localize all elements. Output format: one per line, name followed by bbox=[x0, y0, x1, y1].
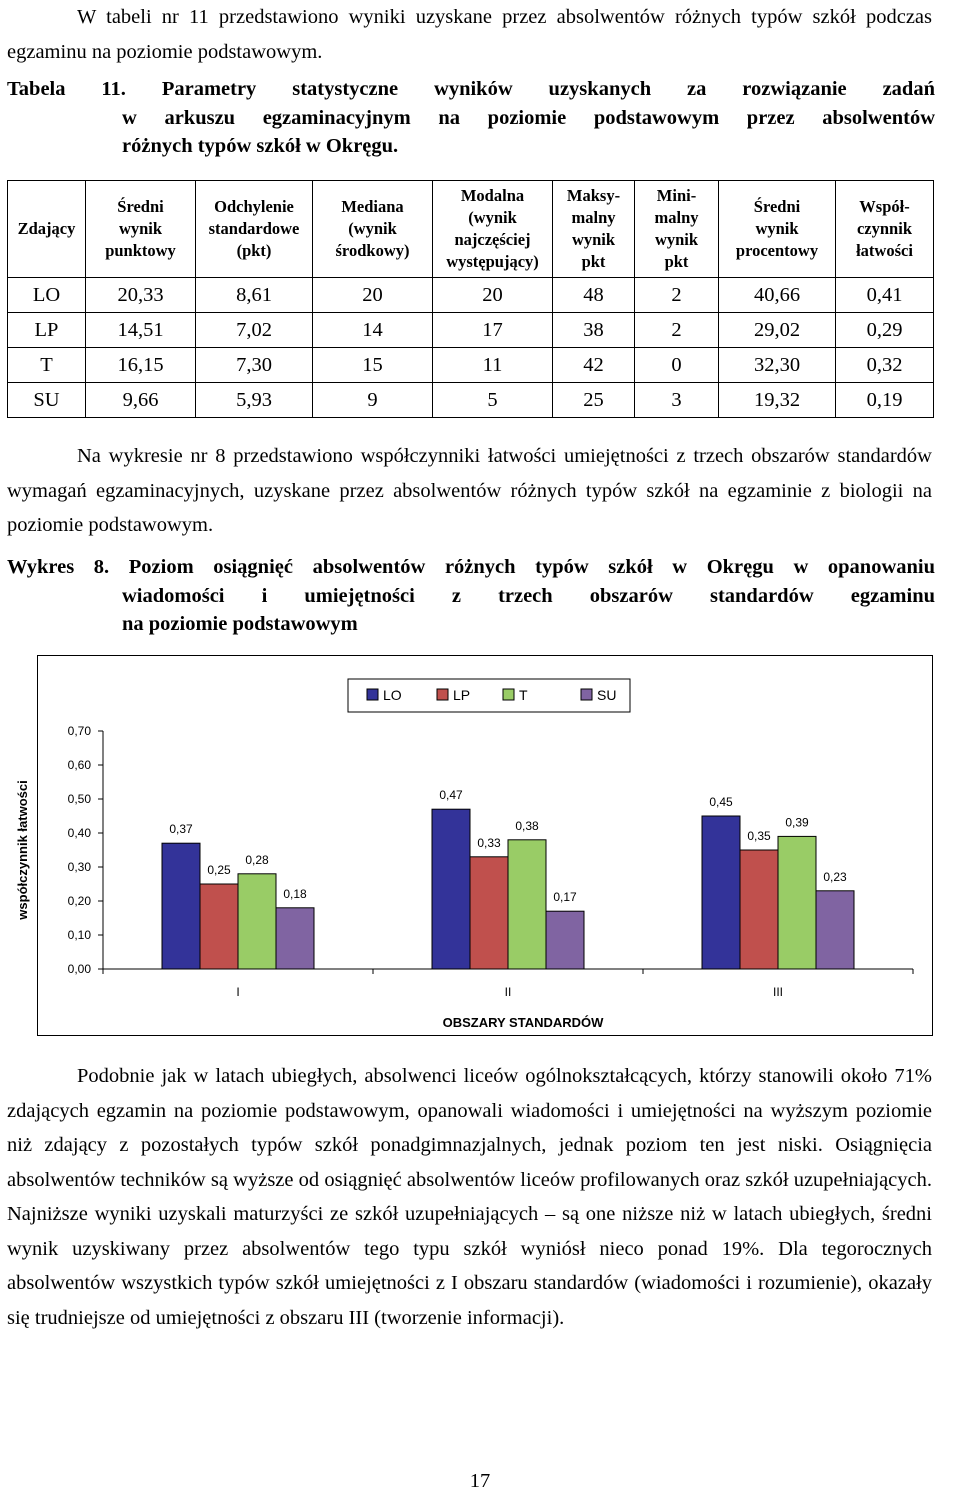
y-tick-label: 0,30 bbox=[67, 860, 91, 874]
table-cell: 0,41 bbox=[836, 278, 934, 313]
bar-t-ii bbox=[508, 840, 546, 969]
legend-label: LO bbox=[383, 687, 402, 703]
table-header-text: malny bbox=[571, 208, 616, 227]
y-tick-label: 0,70 bbox=[67, 724, 91, 738]
table-cell: 9,66 bbox=[86, 383, 196, 418]
table-cell: 0,29 bbox=[836, 313, 934, 348]
table-cell: 7,02 bbox=[196, 313, 313, 348]
bar-lo-ii bbox=[432, 809, 470, 969]
conclusion-text: Podobnie jak w latach ubiegłych, absolwenci liceów ogólnokształcących, którzy stanowili około 71% zdających egzamin na poziomie podstawowym, opanowali wiadomości i umiejętności na wyższym poziomie niż zdający z pozostałych typów szkół ponadgimnazjalnych, jednak poziom ten jest niski. Osiągnięcia absolwentów techników są wyższe od osiągnięć absolwentów liceów profilowanych oraz szkół uzupełniających. Najniższe wyniki uzyskali maturzyści ze szkół uzupełniających – są one niższe niż w latach ubiegłych, średni wynik uzyskiwany przez absolwentów tego typu szkół wyniósł nieco ponad 19%. Dla tegorocznych absolwentów wszystkich typów szkół umiejętności z I obszaru standardów (wiadomości i rozumienie), okazały się trudniejsze od umiejętności z obszaru III (tworzenie informacji). bbox=[7, 1065, 932, 1329]
bar-lp-ii bbox=[470, 857, 508, 969]
bar-t-i bbox=[238, 874, 276, 969]
legend-swatch-t bbox=[503, 689, 514, 700]
chart-caption-line-3: na poziomie podstawowym bbox=[122, 613, 358, 635]
table-header-text: Odchylenie bbox=[214, 197, 294, 216]
table-row-label: LP bbox=[8, 313, 86, 348]
table-cell: 40,66 bbox=[719, 278, 836, 313]
table-caption-line-1: Tabela 11. Parametry statystyczne wyników uzyskanych za rozwiązanie zadań bbox=[7, 78, 935, 100]
table-cell: 7,30 bbox=[196, 348, 313, 383]
table-header-text: standardowe bbox=[208, 219, 300, 238]
bar-t-iii bbox=[778, 836, 816, 969]
bar-lp-iii bbox=[740, 850, 778, 969]
table-header-text: Maksy- bbox=[566, 186, 621, 205]
table-header-text: punktowy bbox=[105, 241, 176, 260]
table-row-label: SU bbox=[8, 383, 86, 418]
table-cell: 2 bbox=[635, 278, 719, 313]
table-cell: 20 bbox=[433, 278, 553, 313]
table-cell: 17 bbox=[433, 313, 553, 348]
conclusion-paragraph bbox=[7, 1059, 932, 1335]
table-header-text: środkowy) bbox=[335, 241, 410, 260]
table-cell: 14,51 bbox=[86, 313, 196, 348]
table-header-text: wynik bbox=[118, 219, 163, 238]
table-header-text: Średni bbox=[117, 197, 164, 216]
table-row-label: T bbox=[8, 348, 86, 383]
legend-swatch-su bbox=[581, 689, 592, 700]
table-cell: 29,02 bbox=[719, 313, 836, 348]
table-cell: 8,61 bbox=[196, 278, 313, 313]
table-cell: 0,32 bbox=[836, 348, 934, 383]
data-label: 0,33 bbox=[477, 835, 501, 850]
bar-lp-i bbox=[200, 884, 238, 969]
table-header-text: (wynik bbox=[468, 208, 517, 227]
table-header-text: Mediana bbox=[341, 197, 404, 216]
table-header-text: Modalna bbox=[460, 186, 525, 205]
data-label: 0,37 bbox=[169, 822, 193, 837]
y-tick-label: 0,20 bbox=[67, 894, 91, 908]
table-caption-line-2: w arkuszu egzaminacyjnym na poziomie podstawowym przez absolwentów bbox=[122, 106, 935, 129]
bar-lo-iii bbox=[702, 816, 740, 969]
table-cell: 15 bbox=[313, 348, 433, 383]
page-number: 17 bbox=[469, 1470, 491, 1492]
data-label: 0,39 bbox=[785, 815, 809, 830]
table-header-text: występujący) bbox=[446, 252, 539, 271]
table-cell: 0 bbox=[635, 348, 719, 383]
table-cell: 3 bbox=[635, 383, 719, 418]
data-label: 0,23 bbox=[823, 869, 847, 884]
table-header-text: najczęściej bbox=[454, 230, 531, 249]
legend-label: SU bbox=[597, 687, 617, 703]
x-tick-label: III bbox=[772, 985, 784, 999]
data-label: 0,35 bbox=[747, 829, 771, 843]
table-header-text: Mini- bbox=[656, 186, 697, 205]
table-cell: 25 bbox=[553, 383, 635, 418]
table-cell: 38 bbox=[553, 313, 635, 348]
table-cell: 20,33 bbox=[86, 278, 196, 313]
table-row-label: LO bbox=[8, 278, 86, 313]
table-cell: 14 bbox=[313, 313, 433, 348]
table-cell: 16,15 bbox=[86, 348, 196, 383]
table-cell: 0,19 bbox=[836, 383, 934, 418]
table-cell: 20 bbox=[313, 278, 433, 313]
y-tick-label: 0,50 bbox=[67, 792, 91, 806]
table-header-text: (pkt) bbox=[236, 241, 272, 260]
legend-swatch-lp bbox=[437, 689, 448, 700]
table-cell: 11 bbox=[433, 348, 553, 383]
chart-intro-text: Na wykresie nr 8 przedstawiono współczynniki łatwości umiejętności z trzech obszarów standardów wymagań egzaminacyjnych, uzyskane przez absolwentów różnych typów szkół na egzaminie z biologii na poziomie podstawowym. bbox=[7, 445, 932, 536]
chart-caption-line-1: Wykres 8. Poziom osiągnięć absolwentów różnych typów szkół w Okręgu w opanowaniu bbox=[7, 556, 935, 578]
table-header-text: wynik bbox=[654, 230, 699, 249]
intro-text: W tabeli nr 11 przedstawiono wyniki uzyskane przez absolwentów różnych typów szkół podczas egzaminu na poziomie podstawowym. bbox=[7, 6, 932, 63]
x-axis-title: OBSZARY STANDARDÓW bbox=[442, 1015, 604, 1030]
y-tick-label: 0,60 bbox=[67, 758, 91, 772]
legend-swatch-lo bbox=[367, 689, 378, 700]
data-label: 0,47 bbox=[439, 788, 463, 803]
table-header-text: Współ- bbox=[859, 197, 910, 216]
table-cell: 48 bbox=[553, 278, 635, 313]
data-label: 0,38 bbox=[515, 818, 539, 833]
table-cell: 2 bbox=[635, 313, 719, 348]
data-label: 0,17 bbox=[553, 890, 577, 905]
table-cell: 9 bbox=[313, 383, 433, 418]
bar-su-i bbox=[276, 908, 314, 969]
table-header-text: czynnik bbox=[856, 219, 912, 238]
data-label: 0,28 bbox=[245, 852, 269, 867]
data-label: 0,18 bbox=[283, 886, 307, 901]
table-cell: 5 bbox=[433, 383, 553, 418]
table-cell: 32,30 bbox=[719, 348, 836, 383]
table-cell: 42 bbox=[553, 348, 635, 383]
y-tick-label: 0,10 bbox=[67, 928, 91, 942]
bar-su-ii bbox=[546, 911, 584, 969]
table-header-text: procentowy bbox=[735, 241, 819, 260]
bar-su-iii bbox=[816, 891, 854, 969]
table-header-text: pkt bbox=[664, 252, 689, 271]
legend-label: T bbox=[519, 687, 528, 703]
table-header-text: łatwości bbox=[856, 241, 913, 260]
table-header-text: wynik bbox=[755, 219, 799, 238]
table-header-text: (wynik bbox=[348, 219, 397, 238]
table-header-text: wynik bbox=[571, 230, 616, 249]
table-header-text: Średni bbox=[753, 197, 801, 216]
table-cell: 19,32 bbox=[719, 383, 836, 418]
x-tick-label: I bbox=[236, 985, 240, 999]
table-header-text: Zdający bbox=[17, 219, 76, 238]
table-header-text: pkt bbox=[581, 252, 606, 271]
table-caption-line-3: różnych typów szkół w Okręgu. bbox=[122, 135, 399, 157]
x-tick-label: II bbox=[504, 985, 512, 999]
chart-caption-line-2: wiadomości i umiejętności z trzech obszarów standardów egzaminu bbox=[122, 584, 935, 607]
data-label: 0,45 bbox=[709, 795, 733, 809]
bar-lo-i bbox=[162, 843, 200, 969]
data-label: 0,25 bbox=[207, 863, 231, 877]
y-tick-label: 0,00 bbox=[67, 962, 91, 976]
legend-label: LP bbox=[453, 687, 471, 703]
table-cell: 5,93 bbox=[196, 383, 313, 418]
y-axis-title: współczynnik łatwości bbox=[15, 780, 30, 920]
table-header-text: malny bbox=[654, 208, 699, 227]
y-tick-label: 0,40 bbox=[67, 826, 91, 840]
